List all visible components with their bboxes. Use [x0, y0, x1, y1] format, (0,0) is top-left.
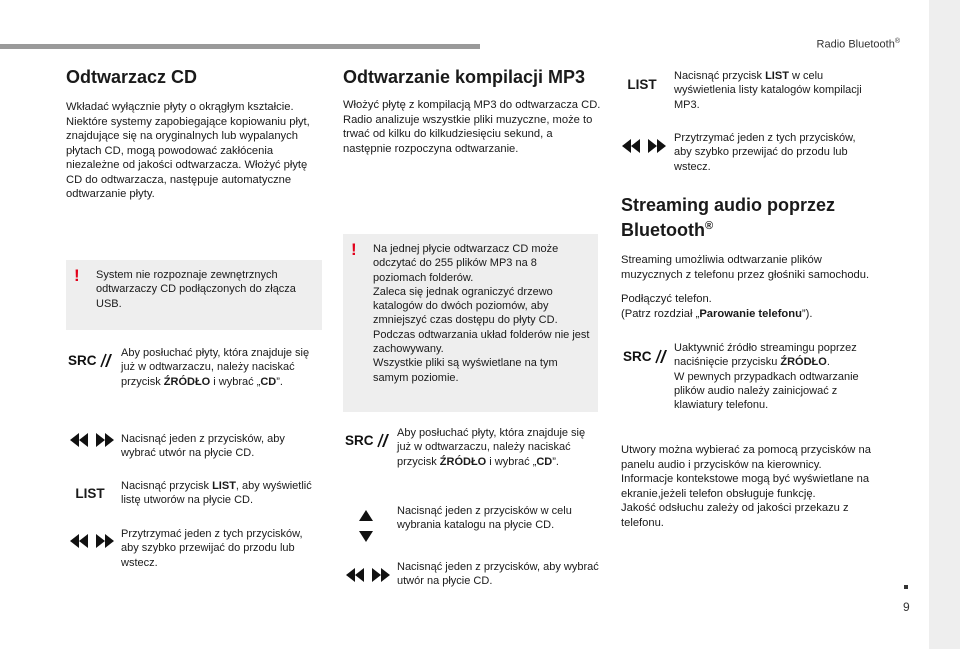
txt: (Patrz rozdział „: [621, 307, 700, 320]
skip-buttons-icon: [70, 432, 114, 448]
streaming-intro: Streaming umożliwia odtwarzanie plików muzycznych z telefonu przez głośniki samochodu.: [621, 254, 870, 281]
txt-bold: LIST: [765, 70, 789, 82]
page-number: 9: [903, 600, 910, 614]
column-3: [621, 195, 879, 321]
skip-buttons-icon: [70, 533, 114, 549]
page-marker: [904, 585, 908, 589]
warning-icon: !: [351, 240, 357, 259]
cd-row-skip: Nacisnąć jeden z przycisków, aby wybrać utwór na płycie CD.: [121, 433, 285, 460]
skip-buttons-icon: [622, 138, 666, 154]
src-label: SRC: [345, 433, 374, 448]
src-label: SRC: [623, 349, 652, 364]
mp3-row-folder: Nacisnąć jeden z przycisków w celu wybrania katalogu na płycie CD.: [397, 505, 572, 532]
txt: ”.: [552, 455, 559, 468]
txt-bold: ŹRÓDŁO: [439, 455, 487, 468]
txt: . W pewnych przypadkach odtwarzanie plików audio należy zainicjować z klawiatury telefonu.: [674, 356, 859, 412]
txt: Nacisnąć przycisk: [121, 480, 213, 492]
txt: w celu wyświetlenia listy katalogów kompilacji MP3.: [674, 70, 862, 111]
running-header-sup: ®: [894, 38, 900, 45]
txt: i wybrać „: [486, 455, 537, 468]
cd-row-fastforward: Przytrzymać jeden z tych przycisków, aby szybko przewijać do przodu lub wstecz.: [121, 528, 303, 569]
running-header-text: Radio Bluetooth: [816, 38, 895, 51]
warning-box-usb: [66, 260, 322, 330]
warning-text: Na jednej płycie odtwarzacz CD może odczytać do 255 plików MP3 na 8 poziomach folderów. Zaleca się jednak ograniczyć drzewo katalogów do dwóch poziomów, aby zmniejszyć czas dostępu do płyty CD. Podczas odtwarzania układ folderów nie jest zachowywany. Wszystkie pliki są wyświetlane na tym samym poziomie.: [373, 243, 590, 384]
list-label: LIST: [75, 485, 105, 501]
src-button-icon: [66, 350, 114, 370]
page-edge-strip: [929, 0, 960, 649]
heading-sup: ®: [704, 220, 714, 232]
warning-box-mp3: [343, 234, 598, 412]
top-rule: [0, 44, 480, 49]
txt-bold: Parowanie telefonu: [699, 307, 802, 320]
mp3-row-skip: Nacisnąć jeden z przycisków, aby wybrać utwór na płycie CD.: [397, 561, 599, 588]
src-label: SRC: [68, 353, 97, 368]
list-button-icon: [622, 74, 662, 94]
connect-phone: Podłączyć telefon.: [621, 293, 712, 305]
txt: Aby posłuchać płyty, która znajduje się już w odtwarzaczu, należy naciskać przycisk: [121, 347, 310, 388]
cd-intro: Wkładać wyłącznie płyty o okrągłym kształcie. Niektóre systemy zapobiegające kopiowaniu płyt, znajdujące się na oryginalnych lub wypalanych płytach CD, mogą powodować zakłócenia niezależne od jakości odtwarzacza. Włożyć płytę CD do odtwarzacza, następuje automatyczne odtwarzanie płyty.: [66, 101, 310, 200]
txt: Nacisnąć przycisk: [674, 70, 766, 82]
mp3-row-source: [397, 426, 599, 469]
txt: , aby wyświetlić listę utworów na płycie CD.: [121, 480, 312, 507]
mp3-row-list: [674, 69, 874, 112]
txt-bold: ŹRÓDŁO: [163, 375, 211, 388]
src-button-icon: [343, 430, 391, 450]
txt-bold: LIST: [212, 480, 236, 492]
cd-row-list: [121, 479, 321, 508]
txt: ”).: [801, 307, 813, 320]
streaming-row-source: [674, 341, 874, 412]
pairing-reference: [621, 307, 879, 322]
heading-mp3: Odtwarzanie kompilacji MP3: [343, 67, 586, 87]
src-button-icon: [621, 346, 669, 366]
heading-text: Streaming audio poprzez Bluetooth: [621, 195, 836, 240]
list-button-icon: [70, 483, 110, 503]
txt-bold: CD: [260, 375, 277, 388]
column-2: [343, 67, 601, 156]
mp3-intro: Włożyć płytę z kompilacją MP3 do odtwarzacza CD. Radio analizuje wszystkie pliki muzyczne, może to trwać od kilku do kilkudziesięciu sekund, a następnie rozpoczyna odtwarzanie.: [343, 99, 601, 155]
mp3-row-fastforward: Przytrzymać jeden z tych przycisków, aby szybko przewijać do przodu lub wstecz.: [674, 132, 856, 173]
heading-cd-player: Odtwarzacz CD: [66, 67, 198, 87]
streaming-notes: Utwory można wybierać za pomocą przycisków na panelu audio i przycisków na kierownicy. Informacje kontekstowe mogą być wyświetlane na ekranie,jeżeli telefon obsługuje funkcję. Jakość odsłuchu zależy od jakości przekazu z telefonu.: [621, 444, 871, 529]
cd-row-source: [121, 346, 321, 389]
warning-icon: !: [74, 266, 80, 285]
running-header: [817, 38, 900, 51]
warning-text: System nie rozpoznaje zewnętrznych odtwarzaczy CD podłączonych do złącza USB.: [96, 269, 296, 310]
txt: ”.: [276, 375, 283, 388]
up-down-buttons-icon: [358, 509, 374, 543]
txt: Aby posłuchać płyty, która znajduje się już w odtwarzaczu, należy naciskać przycisk: [397, 427, 586, 468]
skip-buttons-icon: [346, 567, 390, 583]
txt: i wybrać „: [210, 375, 261, 388]
txt-bold: ŹRÓDŁO: [780, 356, 827, 369]
txt: Uaktywnić źródło streamingu poprzez naciśnięcie przycisku: [674, 342, 857, 369]
txt-bold: CD: [536, 455, 553, 468]
heading-bluetooth-streaming: [621, 195, 879, 241]
list-label: LIST: [627, 76, 657, 92]
column-1: [66, 67, 324, 202]
